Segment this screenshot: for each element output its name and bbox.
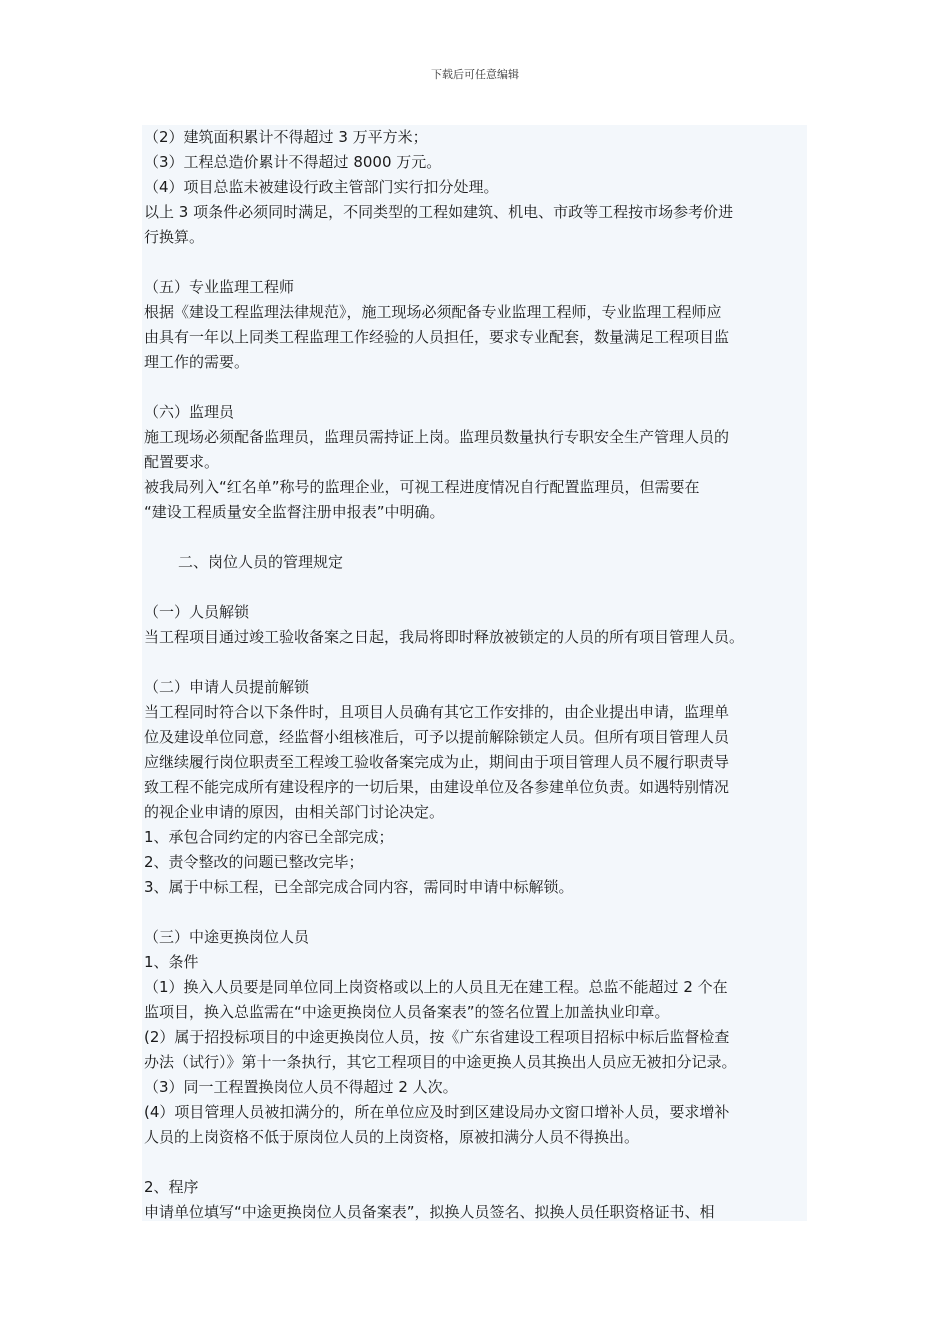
list-item: 1、承包合同约定的内容已全部完成； — [144, 828, 394, 846]
text-line: 配置要求。 — [144, 453, 220, 471]
text-line: 办法（试行）》第十一条执行，其它工程项目的中途更换人员其换出人员应无被扣分记录。 — [144, 1053, 737, 1071]
text-line: 申请单位填写“中途更换岗位人员备案表”，拟换人员签名、拟换人员任职资格证书、相 — [144, 1203, 715, 1221]
subsection-heading: 1、条件 — [144, 953, 199, 971]
blank-line — [142, 650, 807, 675]
list-item: 2、责令整改的问题已整改完毕； — [144, 853, 364, 871]
text-line: 理工作的需要。 — [144, 353, 250, 371]
text-line: （2）建筑面积累计不得超过 3 万平方米； — [144, 128, 428, 146]
text-line: 行换算。 — [144, 228, 205, 246]
text-line: （3）同一工程置换岗位人员不得超过 2 人次。 — [144, 1078, 458, 1096]
blank-line — [142, 575, 807, 600]
text-line: 根据《建设工程监理法律规范》，施工现场必须配备专业监理工程师，专业监理工程师应 — [144, 303, 722, 321]
blank-line — [142, 1150, 807, 1175]
text-line: （1）换入人员要是同单位同上岗资格或以上的人员且无在建工程。总监不能超过 2 个在 — [144, 978, 728, 996]
section-heading: （二）申请人员提前解锁 — [144, 678, 310, 696]
text-line: （3）工程总造价累计不得超过 8000 万元。 — [144, 153, 442, 171]
section-heading: （五）专业监理工程师 — [144, 278, 295, 296]
subsection-heading: 2、程序 — [144, 1178, 199, 1196]
text-line: 由具有一年以上同类工程监理工作经验的人员担任，要求专业配套，数量满足工程项目监 — [144, 328, 730, 346]
text-line: 应继续履行岗位职责至工程竣工验收备案完成为止，期间由于项目管理人员不履行职责导 — [144, 753, 730, 771]
document-body — [142, 125, 807, 1221]
text-line: 施工现场必须配备监理员，监理员需持证上岗。监理员数量执行专职安全生产管理人员的 — [144, 428, 730, 446]
section-heading: （三）中途更换岗位人员 — [144, 928, 310, 946]
text-line: (2）属于招投标项目的中途更换岗位人员，按《广东省建设工程项目招标中标后监督检查 — [144, 1028, 730, 1046]
text-line: 位及建设单位同意，经监督小组核准后，可予以提前解除锁定人员。但所有项目管理人员 — [144, 728, 730, 746]
text-line: (4）项目管理人员被扣满分的，所在单位应及时到区建设局办文窗口增补人员，要求增补 — [144, 1103, 730, 1121]
blank-line — [142, 525, 807, 550]
chapter-heading: 二、岗位人员的管理规定 — [178, 553, 344, 571]
blank-line — [142, 375, 807, 400]
text-line: 被我局列入“红名单”称号的监理企业，可视工程进度情况自行配置监理员，但需要在 — [144, 478, 700, 496]
text-line: 以上 3 项条件必须同时满足，不同类型的工程如建筑、机电、市政等工程按市场参考价进 — [144, 203, 734, 221]
blank-line — [142, 250, 807, 275]
text-line: 致工程不能完成所有建设程序的一切后果，由建设单位及各参建单位负责。如遇特别情况 — [144, 778, 730, 796]
text-line: （4）项目总监未被建设行政主管部门实行扣分处理。 — [144, 178, 499, 196]
list-item: 3、属于中标工程，已全部完成合同内容，需同时申请中标解锁。 — [144, 878, 574, 896]
section-heading: （一）人员解锁 — [144, 603, 250, 621]
blank-line — [142, 900, 807, 925]
page-header: 下载后可任意编辑 — [431, 68, 519, 81]
section-heading: （六）监理员 — [144, 403, 235, 421]
text-line: 当工程同时符合以下条件时，且项目人员确有其它工作安排的，由企业提出申请，监理单 — [144, 703, 730, 721]
text-line: “建设工程质量安全监督注册申报表”中明确。 — [144, 503, 445, 521]
text-line: 的视企业申请的原因，由相关部门讨论决定。 — [144, 803, 445, 821]
text-line: 人员的上岗资格不低于原岗位人员的上岗资格，原被扣满分人员不得换出。 — [144, 1128, 640, 1146]
text-line: 监项目，换入总监需在“中途更换岗位人员备案表”的签名位置上加盖执业印章。 — [144, 1003, 670, 1021]
text-line: 当工程项目通过竣工验收备案之日起，我局将即时释放被锁定的人员的所有项目管理人员。 — [144, 628, 745, 646]
